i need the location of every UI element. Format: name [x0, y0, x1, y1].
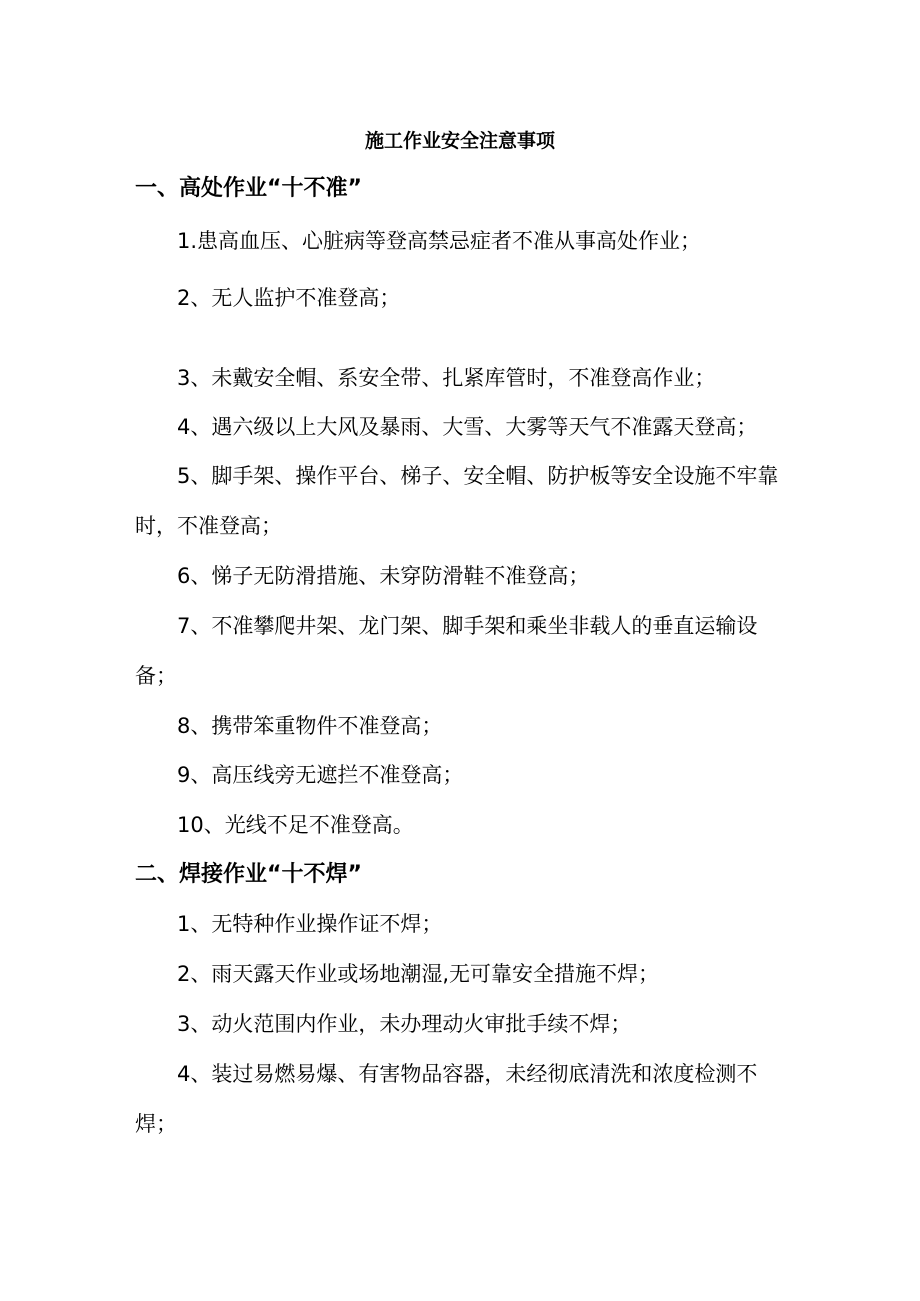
list-item: 3、动火范围内作业，未办理动火审批手续不焊； [177, 1012, 632, 1036]
list-item: 10、光线不足不准登高。 [177, 813, 414, 837]
list-item: 1、无特种作业操作证不焊； [177, 912, 443, 936]
list-item: 4、装过易燃易爆、有害物品容器，未经彻底清洗和浓度检测不焊； [135, 1062, 758, 1136]
list-item: 4、遇六级以上大风及暴雨、大雪、大雾等天气不准露天登高； [177, 415, 758, 439]
list-item: 1.患高血压、心脏病等登高禁忌症者不准从事高处作业； [177, 229, 702, 253]
document-title: 施工作业安全注意事项 [364, 130, 555, 152]
section-heading-high-work: 一、高处作业“十不准” [135, 176, 362, 201]
list-item: 9、高压线旁无遮拦不准登高； [177, 763, 464, 787]
list-item: 2、雨天露天作业或场地潮湿,无可靠安全措施不焊； [177, 962, 660, 986]
list-item: 6、悌子无防滑措施、未穿防滑鞋不准登高； [177, 564, 590, 588]
list-item: 7、不准攀爬井架、龙门架、脚手架和乘坐非载人的垂直运输设备； [135, 614, 758, 688]
list-item: 3、未戴安全帽、系安全带、扎紧库管时，不准登高作业； [177, 366, 716, 390]
list-item: 5、脚手架、操作平台、梯子、安全帽、防护板等安全设施不牢靠时，不准登高； [135, 464, 779, 538]
section-heading-welding: 二、焊接作业“十不焊” [135, 862, 362, 887]
list-item: 8、携带笨重物件不准登高； [177, 714, 443, 738]
list-item: 2、无人监护不准登高； [177, 286, 401, 310]
